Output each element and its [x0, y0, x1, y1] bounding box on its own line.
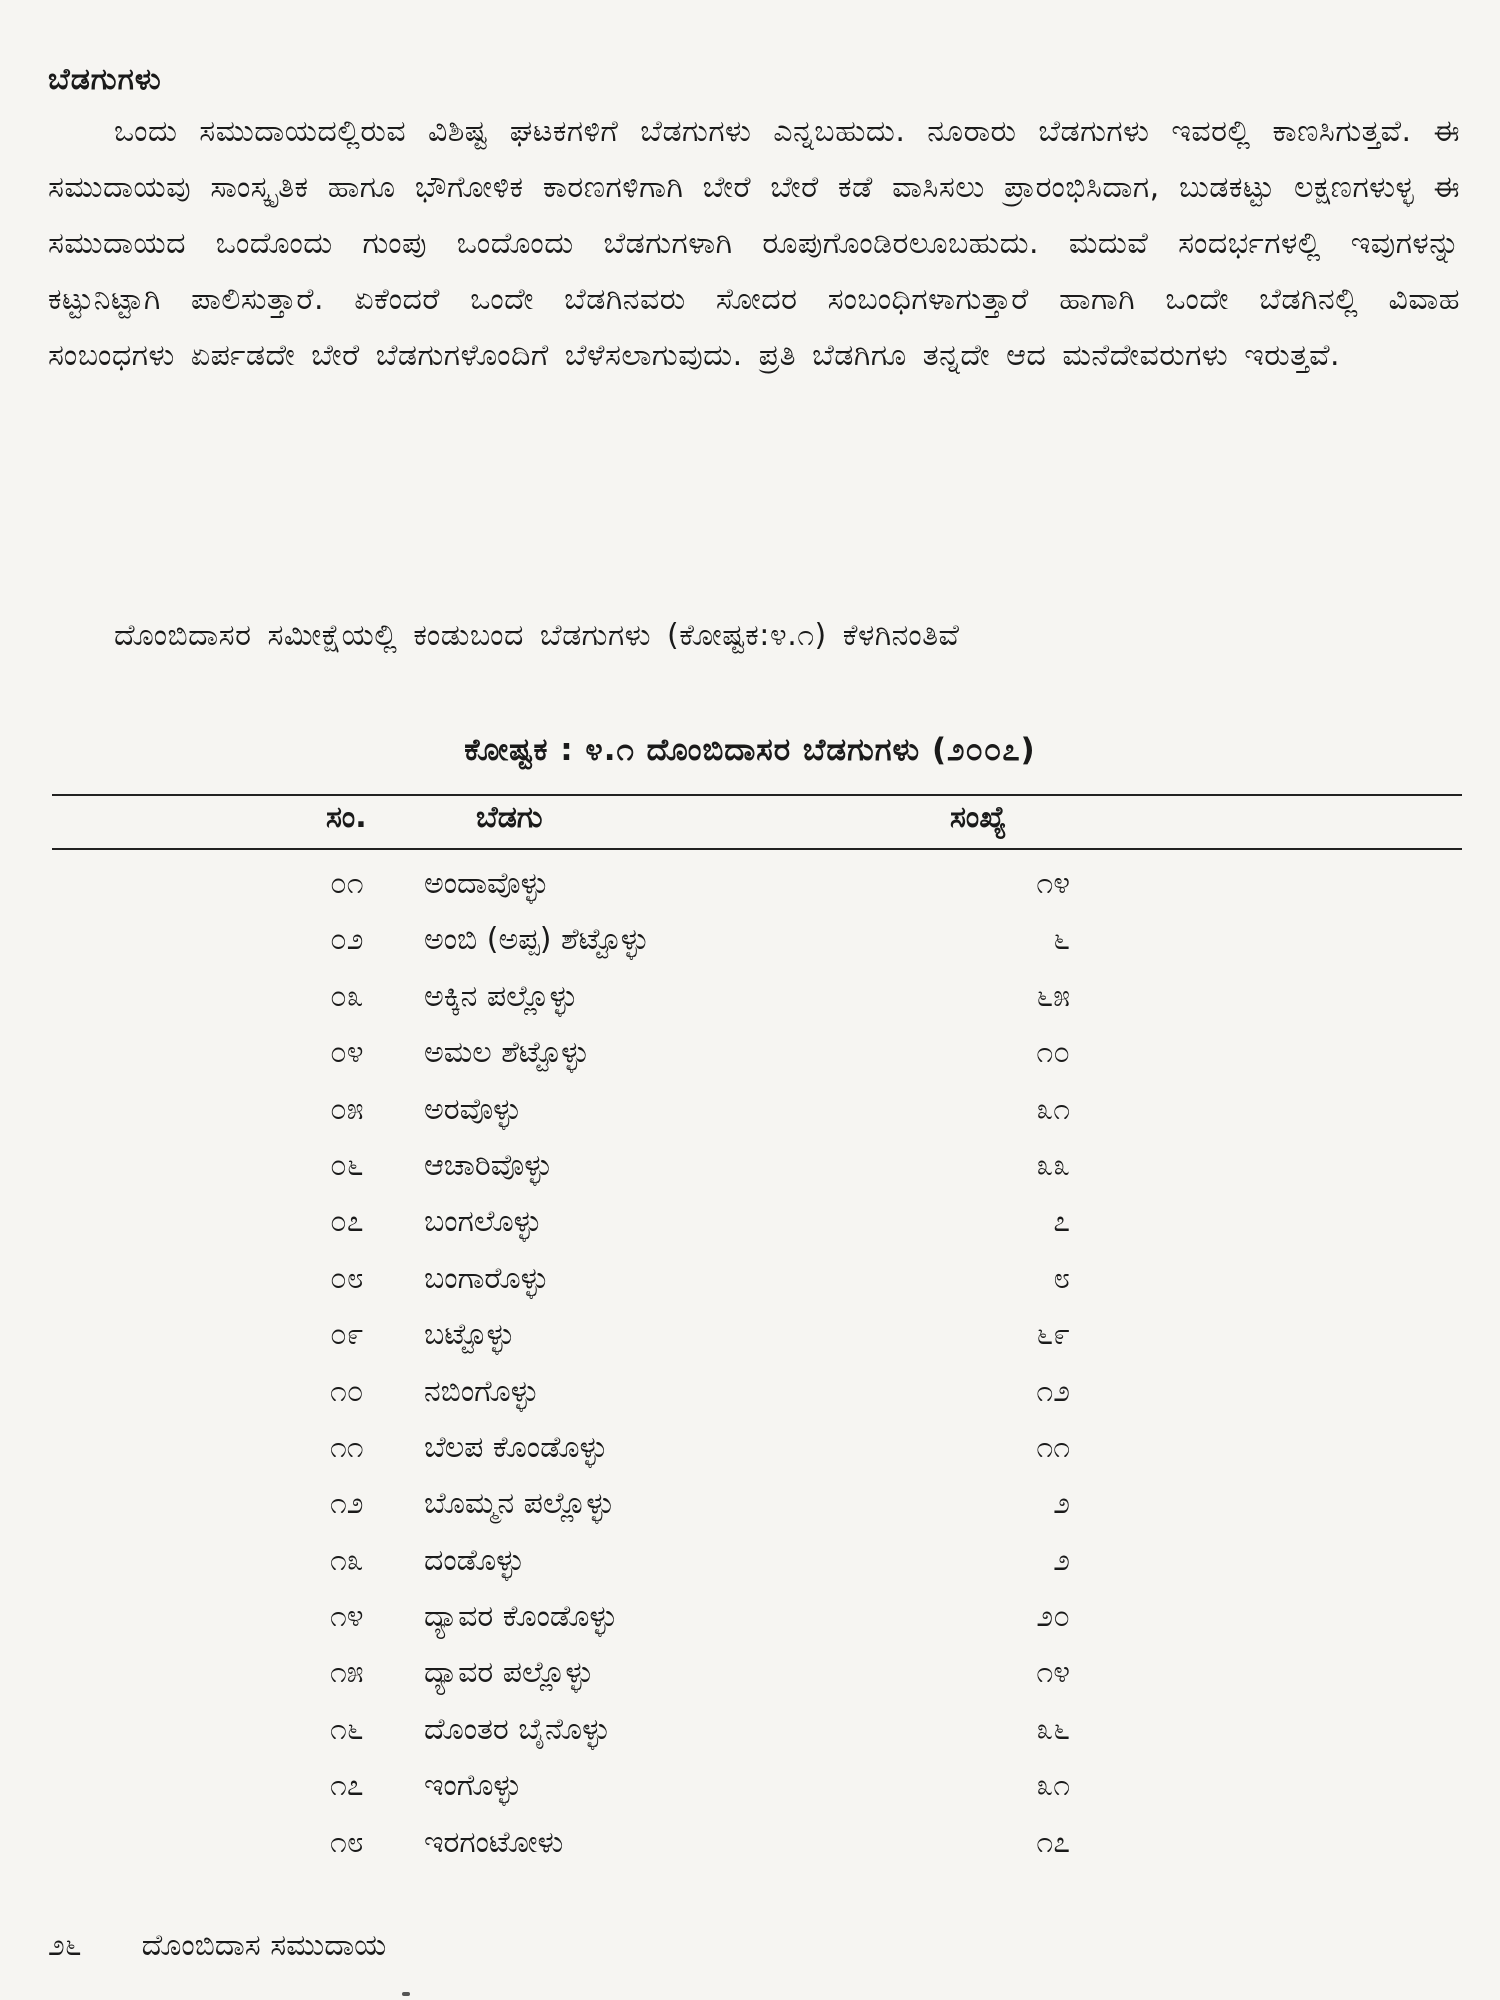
table-row	[0, 1476, 1500, 1532]
row-number: ೧೬	[330, 1711, 364, 1747]
paragraph-survey: ದೊಂಬಿದಾಸರ ಸಮೀಕ್ಷೆಯಲ್ಲಿ ಕಂಡುಬಂದ ಬೆಡಗುಗಳು (ಕೋಷ್ಟಕ:೪.೧) ಕೆಳಗಿನಂತಿವೆ	[114, 618, 960, 653]
table-title: ಕೋಷ್ಟಕ : ೪.೧ ದೊಂಬಿದಾಸರ ಬೆಡಗುಗಳು (೨೦೦೭)	[464, 732, 1036, 768]
table-row	[0, 1702, 1500, 1758]
table-top-rule	[52, 794, 1462, 796]
row-number: ೦೨	[330, 922, 364, 958]
row-count: ೭	[1053, 1204, 1070, 1240]
section-heading: ಬೆಡಗುಗಳು	[48, 62, 162, 97]
row-number: ೧೨	[330, 1486, 364, 1522]
table-row	[0, 1364, 1500, 1420]
table-row	[0, 1251, 1500, 1307]
row-count: ೮	[1053, 1260, 1070, 1296]
table-row	[0, 912, 1500, 968]
row-count: ೧೪	[1036, 866, 1070, 901]
row-count: ೬೯	[1036, 1317, 1070, 1353]
row-count: ೨೦	[1036, 1599, 1070, 1635]
row-name: ಅಮಲ ಶೆಟ್ಟೊಳ್ಳು	[424, 1035, 589, 1071]
row-name: ಅರವೊಳ್ಳು	[424, 1091, 521, 1127]
table-body	[0, 856, 1500, 1871]
row-count: ೩೩	[1036, 1147, 1070, 1183]
row-number: ೦೭	[330, 1204, 364, 1240]
row-number: ೧೧	[330, 1429, 364, 1465]
row-number: ೧೮	[330, 1824, 364, 1860]
row-number: ೦೫	[330, 1091, 364, 1127]
row-number: ೧೫	[330, 1655, 364, 1691]
table-header-rule	[52, 848, 1462, 850]
paragraph-intro: ಒಂದು ಸಮುದಾಯದಲ್ಲಿರುವ ವಿಶಿಷ್ಟ ಘಟಕಗಳಿಗೆ ಬೆಡಗುಗಳು ಎನ್ನಬಹುದು. ನೂರಾರು ಬೆಡಗುಗಳು ಇವರಲ್ಲಿ ಕಾಣಸಿಗುತ್ತವೆ. ಈ ಸಮುದಾಯವು ಸಾಂಸ್ಕೃತಿಕ ಹಾಗೂ ಭೌಗೋಳಿಕ ಕಾರಣಗಳಿಗಾಗಿ ಬೇರೆ ಬೇರೆ ಕಡೆ ವಾಸಿಸಲು ಪ್ರಾರಂಭಿಸಿದಾಗ, ಬುಡಕಟ್ಟು ಲಕ್ಷಣಗಳುಳ್ಳ ಈ ಸಮುದಾಯದ ಒಂದೊಂದು ಗುಂಪು ಒಂದೊಂದು ಬೆಡಗುಗಳಾಗಿ ರೂಪುಗೊಂಡಿರಲೂಬಹುದು. ಮದುವೆ ಸಂದರ್ಭಗಳಲ್ಲಿ ಇವುಗಳನ್ನು ಕಟ್ಟುನಿಟ್ಟಾಗಿ ಪಾಲಿಸುತ್ತಾರೆ. ಏಕೆಂದರೆ ಒಂದೇ ಬೆಡಗಿನವರು ಸೋದರ ಸಂಬಂಧಿಗಳಾಗುತ್ತಾರೆ ಹಾಗಾಗಿ ಒಂದೇ ಬೆಡಗಿನಲ್ಲಿ ವಿವಾಹ ಸಂಬಂಧಗಳು ಏರ್ಪಡದೇ ಬೇರೆ ಬೆಡಗುಗಳೊಂದಿಗೆ ಬೆಳೆಸಲಾಗುವುದು. ಪ್ರತಿ ಬೆಡಗಿಗೂ ತನ್ನದೇ ಆದ ಮನೆದೇವರುಗಳು ಇರುತ್ತವೆ.	[48, 114, 1460, 373]
row-name: ಬಂಗಾರೊಳ್ಳು	[424, 1260, 549, 1296]
table-row	[0, 1025, 1500, 1081]
row-number: ೦೮	[330, 1260, 364, 1296]
row-count: ೩೧	[1036, 1091, 1070, 1127]
table-row	[0, 1758, 1500, 1814]
row-name: ಬೆಲಪ ಕೊಂಡೊಳ್ಳು	[424, 1429, 608, 1465]
row-name: ಅಂದಾವೊಳ್ಳು	[424, 866, 549, 901]
row-count: ೧೭	[1036, 1824, 1070, 1860]
table-row	[0, 1307, 1500, 1363]
table-header-count: ಸಂಖ್ಯೆ	[950, 800, 1007, 835]
row-name: ಬಟ್ಟೊಳ್ಳು	[424, 1317, 515, 1353]
row-count: ೩೧	[1036, 1768, 1070, 1804]
row-number: ೦೬	[330, 1147, 364, 1183]
row-number: ೦೧	[330, 866, 364, 901]
table-row	[0, 1138, 1500, 1194]
row-name: ದ್ಯಾವರ ಪಲ್ಲೊಳ್ಳು	[424, 1655, 594, 1691]
table-row	[0, 1645, 1500, 1701]
row-name: ಅಕ್ಕಿನ ಪಲ್ಲೊಳ್ಳು	[424, 978, 578, 1014]
row-count: ೨	[1053, 1486, 1070, 1522]
table-row	[0, 1815, 1500, 1871]
table-row	[0, 856, 1500, 912]
row-name: ಇಂಗೊಳ್ಳು	[424, 1768, 522, 1804]
row-name: ಬೊಮ್ಮನ ಪಲ್ಲೊಳ್ಳು	[424, 1486, 614, 1522]
row-count: ೧೨	[1036, 1373, 1070, 1409]
row-name: ನಬಿಂಗೊಳ್ಳು	[424, 1373, 539, 1409]
row-number: ೦೯	[330, 1317, 364, 1353]
row-number: ೧೩	[330, 1542, 364, 1578]
row-name: ಅಂಬಿ (ಅಪ್ಪ) ಶೆಟ್ಟೊಳ್ಳು	[424, 922, 649, 958]
row-name: ದ್ಯಾವರ ಕೊಂಡೊಳ್ಳು	[424, 1599, 618, 1635]
row-number: ೧೭	[330, 1768, 364, 1804]
table-row	[0, 1533, 1500, 1589]
row-name: ಆಚಾರಿವೊಳ್ಳು	[424, 1147, 552, 1183]
row-count: ೬	[1053, 922, 1070, 958]
table-row	[0, 969, 1500, 1025]
row-count: ೧೦	[1036, 1035, 1070, 1071]
page-footer	[48, 1928, 386, 1963]
table-row	[0, 1420, 1500, 1476]
row-count: ೧೧	[1036, 1429, 1070, 1465]
table-row	[0, 1589, 1500, 1645]
row-number: ೧೪	[330, 1599, 364, 1635]
row-name: ದೊಂತರ ಬೈನೊಳ್ಳು	[424, 1711, 610, 1747]
row-count: ೬೫	[1036, 978, 1070, 1014]
table-row	[0, 1082, 1500, 1138]
row-count: ೧೪	[1036, 1655, 1070, 1691]
running-title: ದೊಂಬಿದಾಸ ಸಮುದಾಯ	[141, 1928, 387, 1963]
print-speck	[402, 1992, 410, 1996]
row-number: ೧೦	[330, 1373, 364, 1409]
row-name: ದಂಡೊಳ್ಳು	[424, 1542, 524, 1578]
row-count: ೩೬	[1036, 1711, 1070, 1747]
table-header-number: ಸಂ.	[326, 800, 367, 835]
row-name: ಬಂಗಲೊಳ್ಳು	[424, 1204, 542, 1240]
table-row	[0, 1194, 1500, 1250]
row-number: ೦೩	[330, 978, 364, 1014]
table-header-name: ಬೆಡಗು	[476, 800, 543, 835]
row-number: ೦೪	[330, 1035, 364, 1071]
row-count: ೨	[1053, 1542, 1070, 1578]
page-number: ೨೬	[48, 1928, 82, 1963]
row-name: ಇರಗಂಟೋಳು	[424, 1824, 564, 1860]
